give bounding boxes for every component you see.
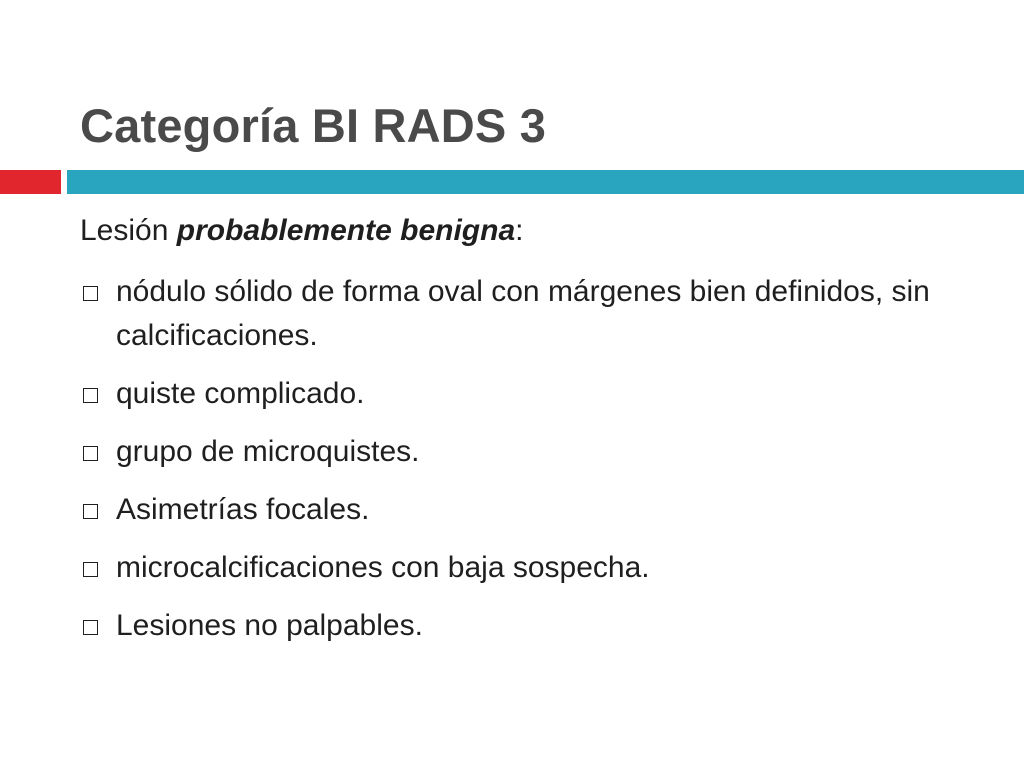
list-item	[80, 546, 940, 590]
hollow-square-bullet-icon	[83, 620, 98, 635]
list-item	[80, 430, 940, 474]
list-item	[80, 604, 940, 648]
list-item-text: quiste complicado.	[116, 377, 365, 410]
hollow-square-bullet-icon	[83, 286, 98, 301]
intro-prefix: Lesión	[80, 214, 177, 247]
intro-line	[80, 214, 523, 248]
slide-title: Categoría BI RADS 3	[80, 99, 547, 152]
bullet-list	[80, 270, 940, 662]
list-item	[80, 270, 940, 358]
list-item-text: grupo de microquistes.	[116, 435, 420, 468]
list-item	[80, 488, 940, 532]
hollow-square-bullet-icon	[83, 504, 98, 519]
list-item-text: nódulo sólido de forma oval con márgenes bien definidos, sin calcificaciones.	[116, 275, 930, 352]
hollow-square-bullet-icon	[83, 562, 98, 577]
list-item-text: Asimetrías focales.	[116, 493, 370, 526]
hollow-square-bullet-icon	[83, 388, 98, 403]
intro-emphasis: probablemente benigna	[176, 214, 516, 247]
list-item-text: Lesiones no palpables.	[116, 609, 423, 642]
intro-suffix: :	[515, 214, 524, 247]
hollow-square-bullet-icon	[83, 446, 98, 461]
list-item	[80, 372, 940, 416]
list-item-text: microcalcificaciones con baja sospecha.	[116, 551, 650, 584]
title-accent-bar-blue	[67, 170, 1024, 194]
title-accent-bar-red	[0, 170, 61, 194]
